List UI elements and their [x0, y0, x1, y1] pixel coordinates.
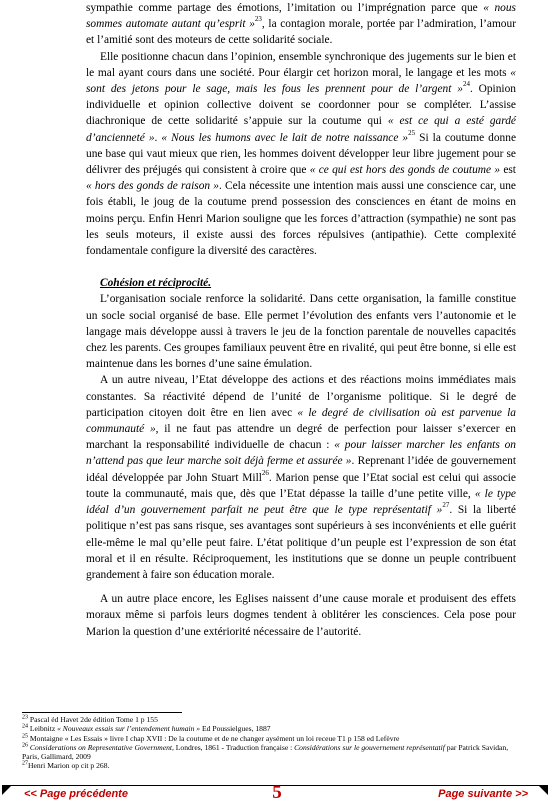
italic-quote: « nous sommes automate autant qu’esprit »	[86, 2, 516, 31]
italic-quote: « le degré de civilisation où est parvenue la communauté »	[86, 406, 516, 436]
footnote-ref: 24	[462, 80, 470, 89]
footnote-ref: 23	[254, 15, 262, 24]
paragraph: A un autre place encore, les Eglises naissent d’une cause morale et produisent des effets moraux même si parfois leurs dogmes tendent à oblitérer les consciences. Cela pose pour Marion la question d’une extériorité nécessaire de l’autorité.	[86, 593, 516, 638]
footnote-ref: 26	[261, 468, 269, 477]
paragraph: Elle positionne chacun dans l’opinion, ensemble synchronique des jugements sur le bien et le mal ayant cours dans une société. Pour élargir cet horizon moral, le langage et les mots « sont des jetons pour le sage, mais les fous les prennent pour de l’argent »$^{24}$. Opinion individuelle et opinion collective doivent se coordonner pour se compléter. L’assise diachronique de cette solidarité s’appuie sur la coutume qui « est ce qui a esté gardé d’ancienneté ». « Nous les humons avec le lait de notre naissance »$^{25}$ Si la coutume donne une base qui vaut mieux que rien, les hommes doivent développer leur libre jugement pour se délivrer des préjugés qui consistent à croire que « ce qui est hors des gonds de coutume » est « hors des gonds de raison ». Cela nécessite une intention mais aussi une conscience car, une fois établi, le joug de la coutume prend possession des consciences en étant de moins en moins perçu. Enfin Henri Marion souligne que les forces d’attraction (sympathie) ne sont pas les seuls moteurs, il existe aussi des forces répulsives (antipathie). Cette complexité fondamentale configure la diversité des caractères.	[86, 50, 516, 258]
footnote-ref: 25	[408, 128, 416, 137]
footnote: $^{27}$Henri Marion op cit p 268.	[22, 760, 110, 771]
footnote: $^{25}$ Montaigne « Les Essais » livre I chap XVII : De la coutume et de ne changer aysément un loi receue T1 p 158 ed Lefèvre	[22, 733, 400, 743]
paragraph: sympathie comme partage des émotions, l’imitation ou l’imprégnation parce que « nous sommes automate autant qu’esprit »$^{23}$, la contagion morale, portée par l’admiration, l’amour et l’amitié sont des moteurs de cette solidarité sociale.	[86, 2, 516, 47]
previous-page-link[interactable]: << Page précédente	[24, 788, 128, 800]
footnote-number: 26	[22, 742, 28, 749]
corner-triangle-right-icon	[539, 786, 548, 795]
italic-quote: « le type idéal d’un gouvernement parfait ne peut être que le type représentatif »	[86, 487, 516, 517]
footnote: $^{23}$ Pascal éd Havet 2de édition Tome 1 p 155	[22, 714, 158, 724]
section-title: Cohésion et réciprocité.	[100, 277, 212, 290]
footnote-number: 25	[22, 733, 28, 740]
paragraph: L’organisation sociale renforce la solidarité. Dans cette organisation, la famille constitue un socle social organisé de base. Elle permet l’évolution des enfants vers l’autonomie et le langage mais développe aussi à travers le jeu de la fonction parentale de nouvelles capacités chez les parents. Ces groupes familiaux peuvent être en rivalité, qui peut être bonne, si elle est maintenue dans les bornes d’une saine émulation.	[86, 293, 516, 371]
next-page-link[interactable]: Page suivante >>	[438, 788, 528, 800]
footnotes	[22, 715, 527, 771]
footnote-number: 27	[22, 760, 28, 767]
italic-quote: « hors des gonds de raison »	[86, 180, 219, 193]
italic-quote: Considerations on Representative Government	[29, 742, 172, 752]
italic-quote: « sont des jetons pour le sage, mais les fous les prennent pour de l’argent »	[86, 66, 516, 96]
italic-quote: « Nouveaux essais sur l’entendement humain »	[57, 724, 201, 734]
body-text	[86, 0, 516, 640]
footnote-number: 23	[22, 714, 28, 721]
footnote-separator	[22, 712, 182, 713]
italic-quote: « ce qui est hors des gonds de coutume »	[309, 164, 501, 177]
corner-triangle-left-icon	[2, 786, 11, 795]
italic-quote: « pour laisser marcher les enfants on n’attend pas que leur marche soit déjà ferme et assurée »	[86, 439, 516, 468]
italic-quote: « est ce qui a esté gardé d’ancienneté »	[86, 115, 516, 144]
footnote: $^{26}$ Considerations on Representative Government, Londres, 1861 - Traduction française : Considérations sur le gouvernement représentatif par Patrick Savidan, Paris, Gallimard, 2009	[22, 742, 509, 762]
italic-quote: Considérations sur le gouvernement représentatif	[294, 742, 445, 752]
footnote-ref: 27	[442, 501, 450, 510]
footnote-number: 24	[22, 723, 28, 730]
italic-quote: « Nous les humons avec le lait de notre naissance »	[161, 131, 409, 144]
paragraph: A un autre niveau, l’Etat développe des actions et des réactions moins immédiates mais constantes. Sa réactivité dépend de l’unité de l’organisme politique. Si le degré de participation citoyen doit être en lien avec « le degré de civilisation où est parvenue la communauté », il ne faut pas attendre un degré de perfection pour laisser s’exercer en marchant la responsabilité individuelle de chacun : « pour laisser marcher les enfants on n’attend pas que leur marche soit déjà ferme et assurée ». Reprenant l’idée de gouvernement idéal développée par John Stuart Mill$^{26}$. Marion pense que l’Etat social est celui qui associe toute la communauté, mais que, dès que l’Etat dépasse la taille d’une petite ville, « le type idéal d’un gouvernement parfait ne peut être que le type représentatif »$^{27}$. Si la liberté politique n’est pas sans risque, ses avantages sont supérieurs à ses inconvénients et elle guérit elle-même le mal qu’elle peut faire. L’état politique d’un peuple est l’expression de son état moral et il en résulte. Réciproquement, les institutions que se donne un peuple contribuent grandement à faire son éducation morale.	[86, 374, 516, 581]
page-number: 5	[272, 782, 282, 803]
footnote: $^{24}$ Leibnitz « Nouveaux essais sur l’entendement humain » Ed Poussielgues, 1887	[22, 723, 271, 734]
